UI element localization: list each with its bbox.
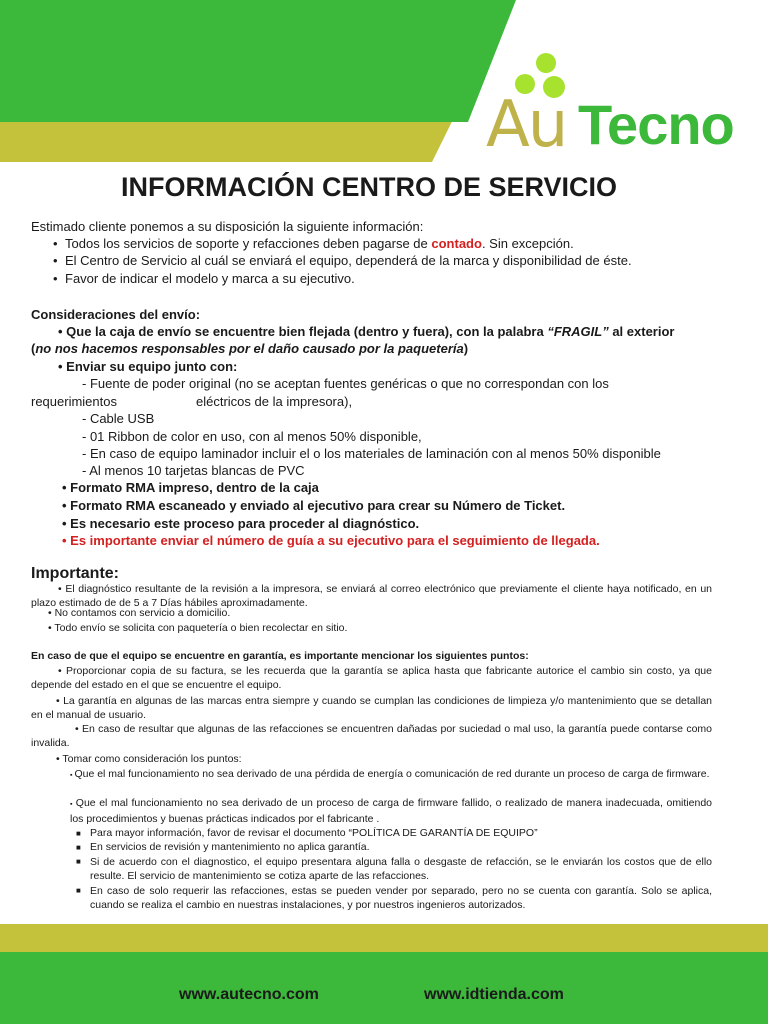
square-bullet: ▪ bbox=[70, 772, 75, 779]
header-green-band bbox=[0, 0, 516, 122]
envio-point-1 bbox=[58, 323, 674, 340]
envio-point-2: • Enviar su equipo junto con: bbox=[58, 359, 238, 374]
garantia-subpoint-2 bbox=[70, 796, 712, 826]
intro-bullet-1-pre: Todos los servicios de soporte y refacciones deben pagarse de bbox=[65, 236, 432, 251]
envio-point-1-fragil: “FRAGIL” bbox=[547, 324, 609, 339]
envio-point-4: • Formato RMA escaneado y enviado al ejecutivo para crear su Número de Ticket. bbox=[62, 498, 566, 513]
importante-heading: Importante: bbox=[31, 565, 119, 582]
garantia-note-1-text: Para mayor información, favor de revisar el documento “POLÍTICA DE GARANTÍA DE EQUIPO” bbox=[90, 827, 538, 839]
garantia-note-2-text: En servicios de revisión y mantenimiento no aplica garantía. bbox=[90, 841, 370, 853]
garantia-note-2 bbox=[76, 840, 712, 855]
envio-point-6: • Es importante enviar el número de guía a su ejecutivo para el seguimiento de llegada. bbox=[62, 533, 600, 548]
envio-detail-5: - Al menos 10 tarjetas blancas de PVC bbox=[82, 463, 305, 478]
footer-link-idtienda[interactable]: www.idtienda.com bbox=[424, 986, 564, 1003]
envio-point-3: • Formato RMA impreso, dentro de la caja bbox=[62, 480, 319, 495]
square-bullet: ■ bbox=[76, 886, 81, 895]
intro-bullet-3-text: Favor de indicar el modelo y marca a su ejecutivo. bbox=[65, 271, 355, 286]
garantia-subpoint-1 bbox=[70, 767, 712, 783]
garantia-heading: En caso de que el equipo se encuentre en garantía, es importante mencionar los siguientes puntos: bbox=[31, 650, 529, 662]
intro-lead: Estimado cliente ponemos a su disposición la siguiente información: bbox=[31, 219, 424, 234]
envio-point-1-note bbox=[31, 340, 468, 357]
logo-dot-top bbox=[536, 53, 556, 73]
garantia-subpoint-1-text: Que el mal funcionamiento no sea derivado de una pérdida de energía o comunicación de red durante un proceso de carga de firmware. bbox=[74, 768, 710, 780]
square-bullet: ■ bbox=[76, 829, 81, 838]
envio-detail-2: - Cable USB bbox=[82, 411, 155, 426]
importante-item-3: • Todo envío se solicita con paquetería o bien recolectar en sitio. bbox=[48, 622, 348, 634]
envio-disclaimer: no nos hacemos responsables por el daño causado por la paquetería bbox=[35, 341, 464, 356]
envio-point-1-pre: • Que la caja de envío se encuentre bien flejada (dentro y fuera), con la palabra bbox=[58, 324, 548, 339]
garantia-subpoint-2-text: Que el mal funcionamiento no sea derivado de un proceso de carga de firmware fallido, o realizado de manera inadecuada, omitiendo los procedimientos y buenas prácticas indicados por el fabricante . bbox=[70, 797, 713, 825]
envio-detail-4: - En caso de equipo laminador incluir el o los materiales de laminación con al menos 50% disponible bbox=[82, 446, 661, 461]
garantia-item-1: • Proporcionar copia de su factura, se les recuerda que la garantía se aplica hasta que fabricante autorice el cambio sin costo, ya que depende del estado en el que se encuentre el equipo. bbox=[31, 665, 712, 691]
bullet-dot: • bbox=[53, 271, 58, 286]
envio-point-1-post: al exterior bbox=[608, 324, 675, 339]
intro-bullet-1-red: contado bbox=[431, 236, 482, 251]
bullet-dot: • bbox=[53, 236, 58, 251]
garantia-item-2: • La garantía en algunas de las marcas entra siempre y cuando se cumplan las condiciones de limpieza y/o mantenimiento que se detallan en el manual de usuario. bbox=[31, 695, 712, 721]
footer-green-band bbox=[0, 952, 768, 1024]
intro-bullet-3 bbox=[53, 270, 355, 287]
importante-item-2: • No contamos con servicio a domicilio. bbox=[48, 607, 231, 619]
logo-au-text: Au bbox=[486, 88, 567, 162]
footer-link-autecno[interactable]: www.autecno.com bbox=[179, 986, 319, 1003]
intro-bullet-1 bbox=[53, 235, 574, 252]
importante-item-1: • El diagnóstico resultante de la revisión a la impresora, se enviará al correo electrónico que previamente el cliente haya notificado, en un plazo estimado de de 5 a 7 Días hábiles aproximadamente. bbox=[31, 583, 712, 609]
garantia-note-3-text: Si de acuerdo con el diagnostico, el equipo presentara alguna falla o desgaste de refacción, se le enviarán los costos que de ello resulte. El servicio de mantenimiento se cotiza aparte de las refacciones. bbox=[90, 856, 712, 882]
garantia-note-4 bbox=[76, 884, 712, 912]
garantia-item-3: • En caso de resultar que algunas de las refacciones se encuentren dañadas por suciedad o mal uso, la garantía puede contarse como invalida. bbox=[31, 723, 712, 749]
garantia-note-3 bbox=[76, 855, 712, 883]
logo-tecno-text: Tecno bbox=[578, 93, 734, 156]
envio-point-5: • Es necesario este proceso para proceder al diagnóstico. bbox=[62, 516, 420, 531]
intro-bullet-1-post: . Sin excepción. bbox=[481, 236, 574, 251]
square-bullet: ■ bbox=[76, 857, 81, 866]
intro-bullet-2-text: El Centro de Servicio al cuál se enviará el equipo, dependerá de la marca y disponibilidad de éste. bbox=[65, 253, 632, 268]
square-bullet: ■ bbox=[76, 843, 81, 852]
footer-banner bbox=[0, 924, 768, 1024]
intro-bullet-2 bbox=[53, 252, 632, 269]
envio-detail-1b-a: requerimientos bbox=[31, 394, 117, 409]
bullet-dot: • bbox=[53, 253, 58, 268]
paren-open: ( bbox=[31, 341, 36, 356]
page-title: INFORMACIÓN CENTRO DE SERVICIO bbox=[120, 172, 618, 202]
envio-detail-3: - 01 Ribbon de color en uso, con al menos 50% disponible, bbox=[82, 429, 422, 444]
garantia-note-4-text: En caso de solo requerir las refacciones, estas se pueden vender por separado, pero no se cuenta con garantía. Solo se aplica, cuando se realiza el cambio en nuestras instalaciones, y por nuestros ingenieros autorizados. bbox=[90, 885, 712, 911]
envio-detail-1b-b: eléctricos de la impresora), bbox=[196, 394, 353, 409]
garantia-note-1 bbox=[76, 826, 712, 841]
square-bullet: ▪ bbox=[70, 801, 76, 808]
envio-heading: Consideraciones del envío: bbox=[31, 307, 201, 322]
garantia-item-4: • Tomar como consideración los puntos: bbox=[56, 753, 242, 765]
envio-detail-1a: - Fuente de poder original (no se aceptan fuentes genéricas o que no correspondan con los bbox=[82, 376, 609, 391]
paren-close: ) bbox=[463, 341, 469, 356]
footer-olive-band bbox=[0, 924, 768, 952]
